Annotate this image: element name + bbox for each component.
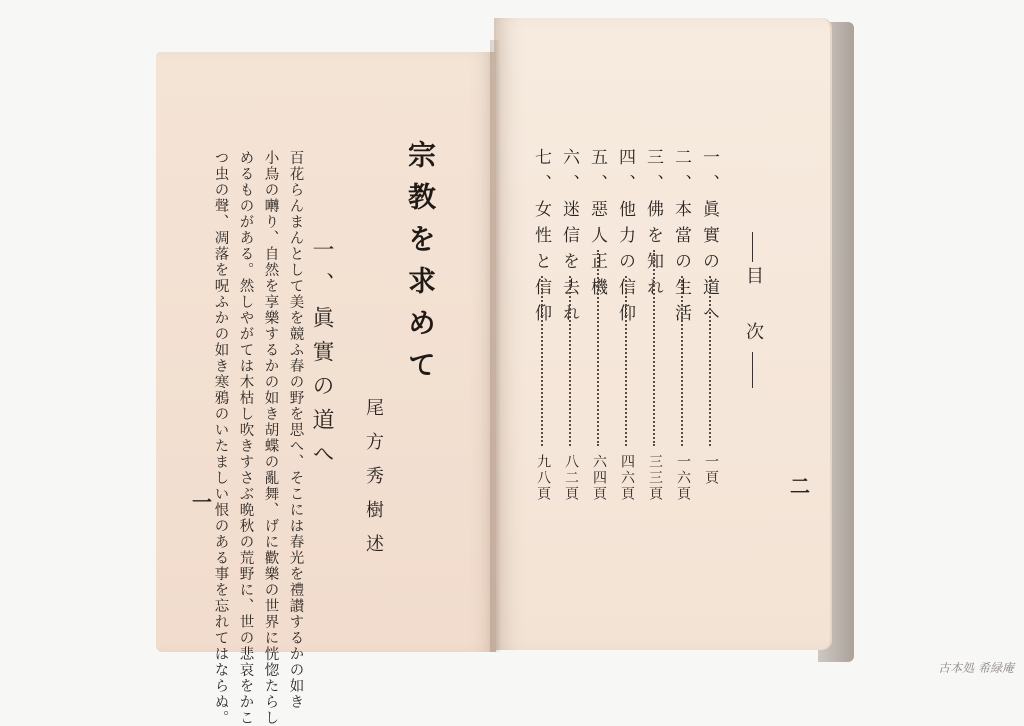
right-page-number: 二 <box>790 474 810 498</box>
toc-leader-dots <box>681 276 683 446</box>
toc-item-page: 八二頁 <box>563 454 579 502</box>
shop-watermark: 古本処 希緑庵 <box>938 661 1014 675</box>
toc-heading-char-2: 次 <box>743 322 764 340</box>
toc-item-label: 二、本當の生活 <box>671 148 691 330</box>
toc-item-page: 九八頁 <box>535 454 551 502</box>
toc-item-page: 三三頁 <box>647 454 663 502</box>
toc-heading-rule-bottom <box>752 352 753 388</box>
toc-item-label: 五、惡人正機 <box>587 148 607 304</box>
toc-item-label: 一、眞實の道へ <box>699 148 719 330</box>
toc-leader-dots <box>541 276 543 446</box>
toc-item-page: 一六頁 <box>675 454 691 502</box>
section-heading: 一、眞實の道へ <box>309 238 334 476</box>
toc-item-label: 四、他力の信仰 <box>615 148 635 330</box>
toc-item-page: 六四頁 <box>591 454 607 502</box>
toc-leader-dots <box>569 276 571 446</box>
toc-leader-dots <box>625 276 627 446</box>
body-line: 小鳥の囀り、自然を享樂するかの如き胡蝶の亂舞、げに歡樂の世界に恍惚たらし <box>262 150 279 726</box>
toc-item-label: 七、女性と信仰 <box>531 148 551 330</box>
left-page-number: 一 <box>192 490 212 514</box>
toc-item-label: 三、佛を知れ <box>643 148 663 304</box>
book-gutter <box>490 40 500 652</box>
body-line: めるものがある。然しやがては木枯し吹きすさぶ晩秋の荒野に、世の悲哀をかこ <box>237 150 254 726</box>
toc-item-page: 四六頁 <box>619 454 635 502</box>
toc-heading-char-1: 目 <box>743 266 764 284</box>
body-line: つ虫の聲、凋落を呪ふかの如き寒鴉のいたましい恨のある事を忘れてはならぬ。 <box>212 150 229 726</box>
toc-leader-dots <box>653 250 655 446</box>
right-page <box>494 18 830 650</box>
toc-heading-rule-top <box>752 232 753 262</box>
toc-item-page: 一頁 <box>703 454 719 486</box>
toc-leader-dots <box>597 250 599 446</box>
toc-leader-dots <box>709 276 711 446</box>
toc-item-label: 六、迷信を去れ <box>559 148 579 330</box>
body-line: 百花らんまんとして美を競ふ春の野を思へ、そこには春光を禮讃するかの如き <box>287 150 304 710</box>
author-name: 尾方秀樹述 <box>363 398 384 568</box>
book-title: 宗教を求めて <box>404 140 437 392</box>
